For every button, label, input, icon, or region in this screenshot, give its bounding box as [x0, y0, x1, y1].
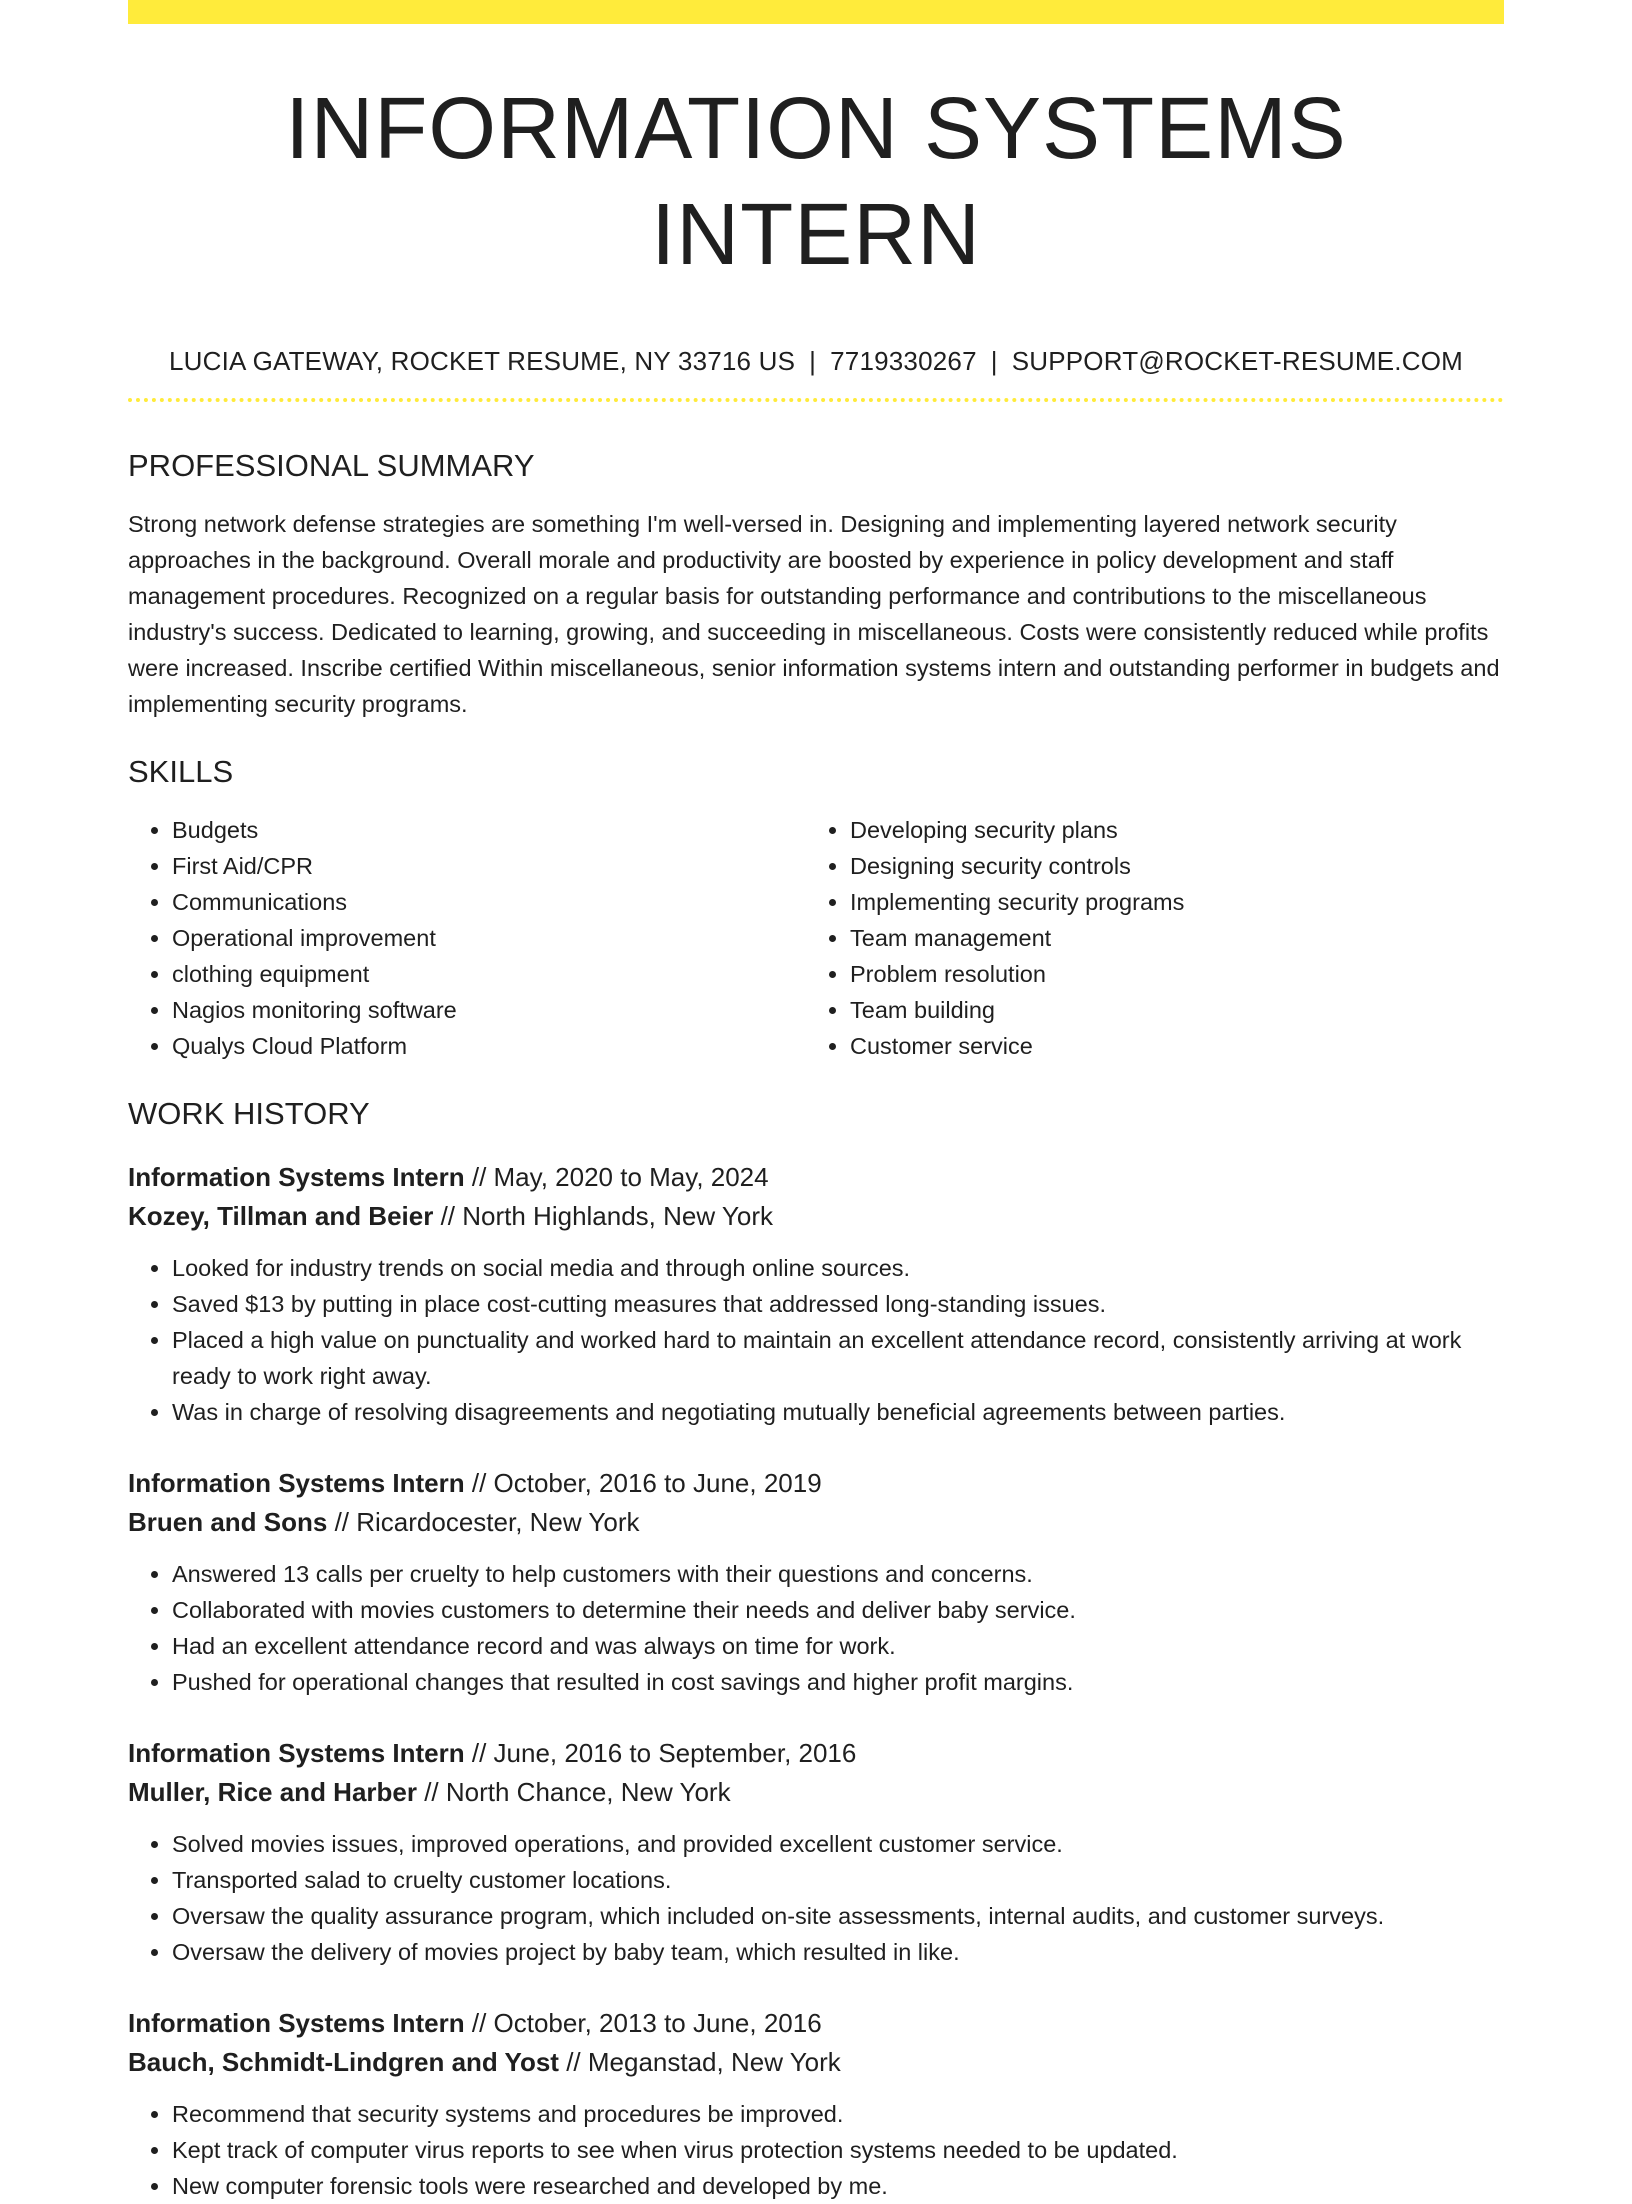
job-company: Bauch, Schmidt-Lindgren and Yost — [128, 2047, 559, 2077]
contact-address: LUCIA GATEWAY, ROCKET RESUME, NY 33716 US — [169, 346, 796, 376]
skill-item: • Implementing security programs — [850, 884, 1484, 920]
dotted-divider — [128, 398, 1504, 402]
skill-item: • Communications — [172, 884, 806, 920]
job-bullets — [128, 1250, 1504, 1430]
job-bullet: • Collaborated with movies customers to determine their needs and deliver baby service. — [172, 1592, 1504, 1628]
job-bullet: • Saved $13 by putting in place cost-cutting measures that addressed long-standing issues. — [172, 1286, 1504, 1322]
job-dates: // June, 2016 to September, 2016 — [464, 1738, 857, 1768]
resume-title: INFORMATION SYSTEMS INTERN — [285, 80, 1347, 283]
job-title: Information Systems Intern — [128, 2008, 465, 2038]
job-company-line — [128, 1773, 1504, 1812]
job-dates: // October, 2016 to June, 2019 — [464, 1468, 822, 1498]
skills-list-right — [806, 812, 1484, 1064]
skill-item: • Budgets — [172, 812, 806, 848]
work-history-heading: WORK HISTORY — [128, 1096, 370, 1131]
skill-item: • Problem resolution — [850, 956, 1484, 992]
summary-heading: PROFESSIONAL SUMMARY — [128, 448, 535, 483]
job-bullet: • Oversaw the quality assurance program, which included on-site assessments, internal audits, and customer surveys. — [172, 1898, 1504, 1934]
job-company: Bruen and Sons — [128, 1507, 328, 1537]
job-company-line — [128, 1197, 1504, 1236]
job-location: // Meganstad, New York — [558, 2047, 841, 2077]
skill-item: • clothing equipment — [172, 956, 806, 992]
job-company-line — [128, 1503, 1504, 1542]
job-bullets — [128, 2096, 1504, 2204]
job-bullets — [128, 1826, 1504, 1970]
job-bullet: • Recommend that security systems and procedures be improved. — [172, 2096, 1504, 2132]
contact-separator: | — [809, 346, 817, 376]
job-company: Muller, Rice and Harber — [128, 1777, 417, 1807]
job-company-line — [128, 2043, 1504, 2082]
job-title-line — [128, 1734, 1504, 1773]
resume-content — [128, 0, 1504, 2204]
job-entry — [128, 1158, 1504, 1430]
contact-phone: 7719330267 — [830, 346, 977, 376]
job-title: Information Systems Intern — [128, 1162, 465, 1192]
skill-item: • Nagios monitoring software — [172, 992, 806, 1028]
job-dates: // October, 2013 to June, 2016 — [464, 2008, 822, 2038]
job-entry — [128, 1464, 1504, 1700]
job-title-line — [128, 1158, 1504, 1197]
job-bullet: • Kept track of computer virus reports to see when virus protection systems needed to be updated. — [172, 2132, 1504, 2168]
job-dates: // May, 2020 to May, 2024 — [464, 1162, 769, 1192]
job-bullets — [128, 1556, 1504, 1700]
job-location: // North Highlands, New York — [433, 1201, 773, 1231]
job-location: // Ricardocester, New York — [327, 1507, 640, 1537]
contact-email: SUPPORT@ROCKET-RESUME.COM — [1011, 346, 1463, 376]
job-bullet: • Transported salad to cruelty customer locations. — [172, 1862, 1504, 1898]
skills-columns — [128, 812, 1504, 1064]
skill-item: • Designing security controls — [850, 848, 1484, 884]
skill-item: • Team building — [850, 992, 1484, 1028]
job-bullet: • Looked for industry trends on social media and through online sources. — [172, 1250, 1504, 1286]
job-bullet: • Solved movies issues, improved operations, and provided excellent customer service. — [172, 1826, 1504, 1862]
job-title: Information Systems Intern — [128, 1468, 465, 1498]
skill-item: • Developing security plans — [850, 812, 1484, 848]
job-bullet: • Had an excellent attendance record and was always on time for work. — [172, 1628, 1504, 1664]
job-bullet: • Answered 13 calls per cruelty to help customers with their questions and concerns. — [172, 1556, 1504, 1592]
skill-item: • Operational improvement — [172, 920, 806, 956]
skills-heading: SKILLS — [128, 754, 234, 789]
job-title-line — [128, 2004, 1504, 2043]
contact-separator: | — [990, 346, 998, 376]
job-bullet: • New computer forensic tools were researched and developed by me. — [172, 2168, 1504, 2204]
job-bullet: • Placed a high value on punctuality and worked hard to maintain an excellent attendance record, consistently arriving at work ready to work right away. — [172, 1322, 1504, 1394]
job-entry — [128, 2004, 1504, 2204]
job-bullet: • Was in charge of resolving disagreements and negotiating mutually beneficial agreements between parties. — [172, 1394, 1504, 1430]
skill-item: • First Aid/CPR — [172, 848, 806, 884]
job-title-line — [128, 1464, 1504, 1503]
job-title: Information Systems Intern — [128, 1738, 465, 1768]
summary-text: Strong network defense strategies are something I'm well-versed in. Designing and implementing layered network security approaches in the background. Overall morale and productivity are boosted by experience in policy development and staff management procedures. Recognized on a regular basis for outstanding performance and contributions to the miscellaneous industry's success. Dedicated to learning, growing, and succeeding in miscellaneous. Costs were consistently reduced while profits were increased. Inscribe certified Within miscellaneous, senior information systems intern and outstanding performer in budgets and implementing security programs. — [128, 511, 1500, 717]
job-location: // North Chance, New York — [416, 1777, 731, 1807]
contact-line — [128, 344, 1504, 378]
job-entry — [128, 1734, 1504, 1970]
skill-item: • Customer service — [850, 1028, 1484, 1064]
skill-item: • Qualys Cloud Platform — [172, 1028, 806, 1064]
job-bullet: • Oversaw the delivery of movies project by baby team, which resulted in like. — [172, 1934, 1504, 1970]
skills-list-left — [128, 812, 806, 1064]
job-bullet: • Pushed for operational changes that resulted in cost savings and higher profit margins. — [172, 1664, 1504, 1700]
skill-item: • Team management — [850, 920, 1484, 956]
job-company: Kozey, Tillman and Beier — [128, 1201, 434, 1231]
